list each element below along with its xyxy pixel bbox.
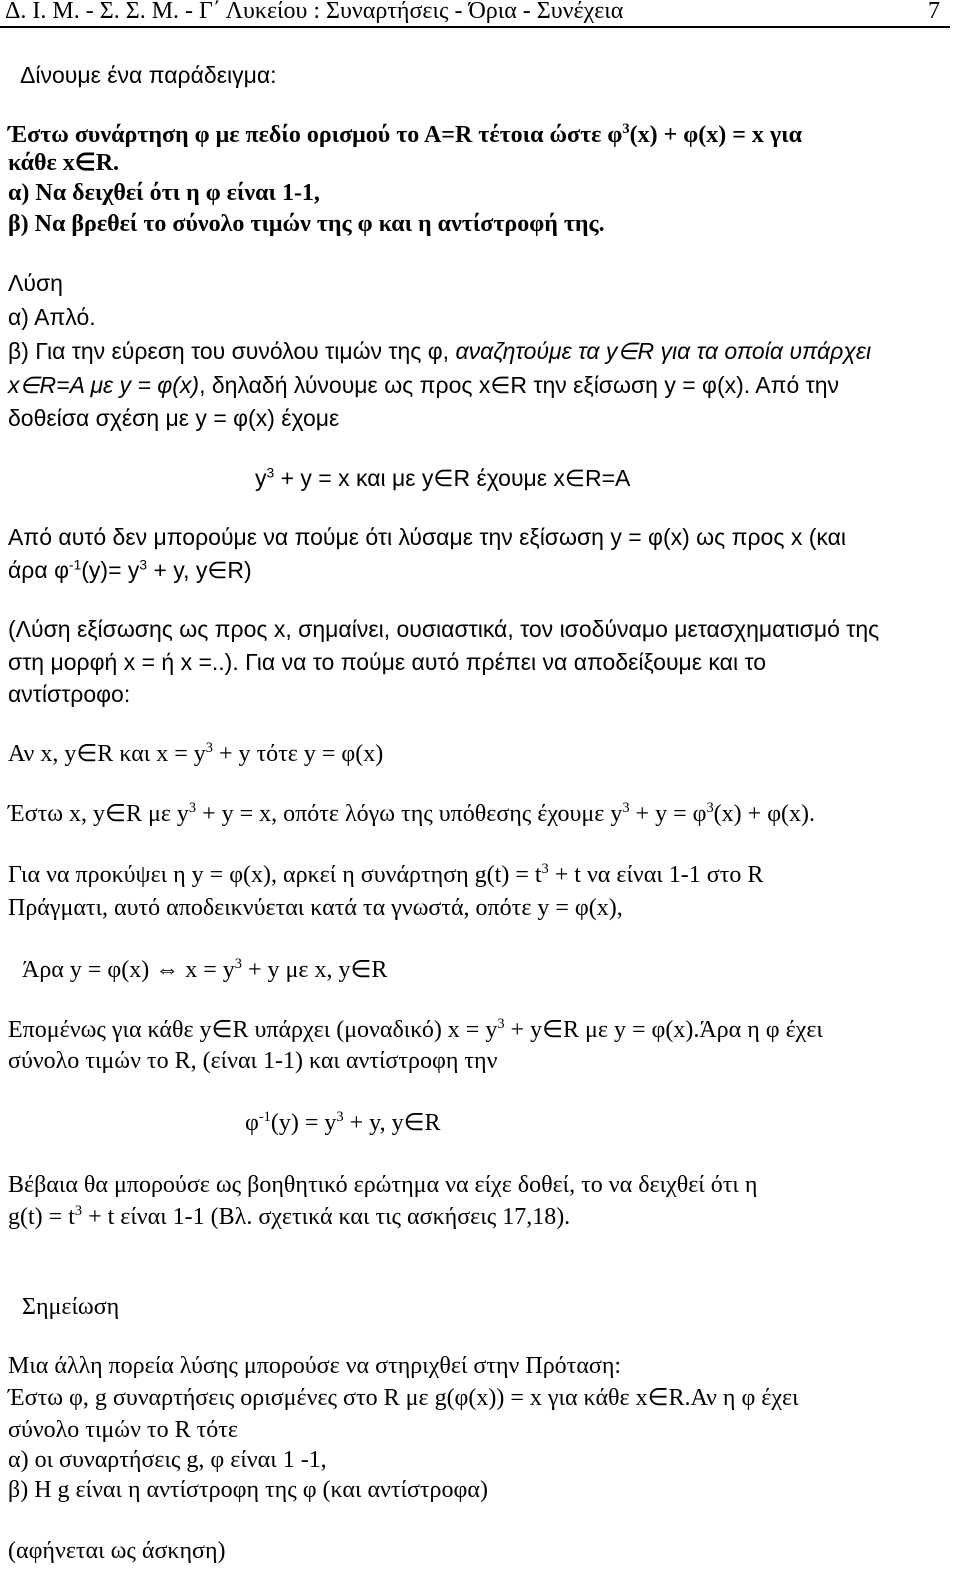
remark-line-6: (αφήνεται ως άσκηση) bbox=[8, 1538, 226, 1564]
solution-title: Λύση bbox=[8, 270, 63, 296]
remark-line-3: σύνολο τιμών το R τότε bbox=[8, 1417, 238, 1443]
g-line-2: Πράγματι, αυτό αποδεικνύεται κατά τα γνωστά, οπότε y = φ(x), bbox=[8, 895, 623, 921]
problem-line-2: κάθε x∈R. bbox=[8, 150, 120, 176]
paragraph-2-line-1: (Λύση εξίσωσης ως προς x, σημαίνει, ουσιαστικά, τον ισοδύναμο μετασχηματισμό της bbox=[8, 616, 880, 642]
page-header bbox=[0, 0, 950, 28]
solution-part-a: α) Απλό. bbox=[8, 304, 96, 330]
conclusion-line-1: Επομένως για κάθε y∈R υπάρχει (μοναδικό) $x = y^3$ + y∈R με y = φ(x).Άρα η φ έχει bbox=[8, 1016, 823, 1043]
let-statement: Έστω x, y∈R με $y^3 + y = x$, οπότε λόγω της υπόθεσης έχουμε $y^3 + y = \varphi^3(x) + \varphi(x)$. bbox=[8, 800, 816, 827]
header-title: Δ. Ι. Μ. - Σ. Σ. Μ. - Γ΄ Λυκείου : Συναρτήσεις - Όρια - Συνέχεια bbox=[5, 0, 624, 24]
conclusion-line-2: σύνολο τιμών το R, (είναι 1-1) και αντίστροφη την bbox=[8, 1048, 498, 1074]
paragraph-1-line-2: άρα $\varphi^{-1}(y)= y^3 + y$, y∈R) bbox=[8, 557, 252, 583]
solution-b-line-3: δοθείσα σχέση με y = φ(x) έχομε bbox=[8, 405, 340, 431]
if-statement: Αν x, y∈R και $x = y^3 + y$ τότε y = φ(x) bbox=[8, 740, 384, 767]
paragraph-2-line-3: αντίστροφο: bbox=[8, 681, 131, 707]
remark-line-4: α) οι συναρτήσεις g, φ είναι 1 -1, bbox=[8, 1447, 327, 1473]
equivalence-line: Άρα y = φ(x) ⇔ $x = y^3 + y$ με x, y∈R bbox=[22, 956, 388, 983]
remark-line-5: β) Η g είναι η αντίστροφη της φ (και αντίστροφα) bbox=[8, 1477, 488, 1503]
paragraph-1-line-1: Από αυτό δεν μπορούμε να πούμε ότι λύσαμε την εξίσωση y = φ(x) ως προς x (και bbox=[8, 524, 846, 550]
problem-line-1: Έστω συνάρτηση φ με πεδίο ορισμού το Α=R τέτοια ώστε $\varphi^3(x) + \varphi(x) = x$ για bbox=[8, 121, 802, 148]
intro-text: Δίνουμε ένα παράδειγμα: bbox=[20, 62, 277, 88]
note-line-1: Βέβαια θα μπορούσε ως βοηθητικό ερώτημα να είχε δοθεί, το να δειχθεί ότι η bbox=[8, 1172, 758, 1198]
g-line-1: Για να προκύψει η y = φ(x), αρκεί η συνάρτηση $g(t) = t^3 + t$ να είναι 1-1 στο R bbox=[8, 861, 764, 888]
paragraph-2-line-2: στη μορφή x = ή x =..). Για να το πούμε αυτό πρέπει να αποδείξουμε και το bbox=[8, 649, 767, 675]
solution-b-line-1: β) Για την εύρεση του συνόλου τιμών της φ, αναζητούμε τα y∈R για τα οποία υπάρχει bbox=[8, 338, 872, 364]
equation-1: $y^3 + y = x$ και με y∈R έχουμε x∈R=A bbox=[255, 465, 631, 491]
solution-b-line-2: x∈R=A με y = φ(x), δηλαδή λύνουμε ως προς x∈R την εξίσωση y = φ(x). Από την bbox=[8, 372, 840, 398]
problem-line-4: β) Να βρεθεί το σύνολο τιμών της φ και η αντίστροφή της. bbox=[8, 211, 605, 237]
inverse-function: $\varphi^{-1}(y) = y^3 + y$, y∈R bbox=[245, 1109, 441, 1136]
problem-line-3: α) Να δειχθεί ότι η φ είναι 1-1, bbox=[8, 180, 320, 206]
remark-line-2: Έστω φ, g συναρτήσεις ορισμένες στο R με g(φ(x)) = x για κάθε x∈R.Αν η φ έχει bbox=[8, 1385, 799, 1411]
note-line-2: $g(t) = t^3 + t$ είναι 1-1 (Βλ. σχετικά και τις ασκήσεις 17,18). bbox=[8, 1203, 571, 1230]
page-number: 7 bbox=[928, 0, 940, 24]
remark-line-1: Μια άλλη πορεία λύσης μπορούσε να στηριχθεί στην Πρόταση: bbox=[8, 1353, 622, 1379]
remark-title: Σημείωση bbox=[22, 1294, 120, 1320]
